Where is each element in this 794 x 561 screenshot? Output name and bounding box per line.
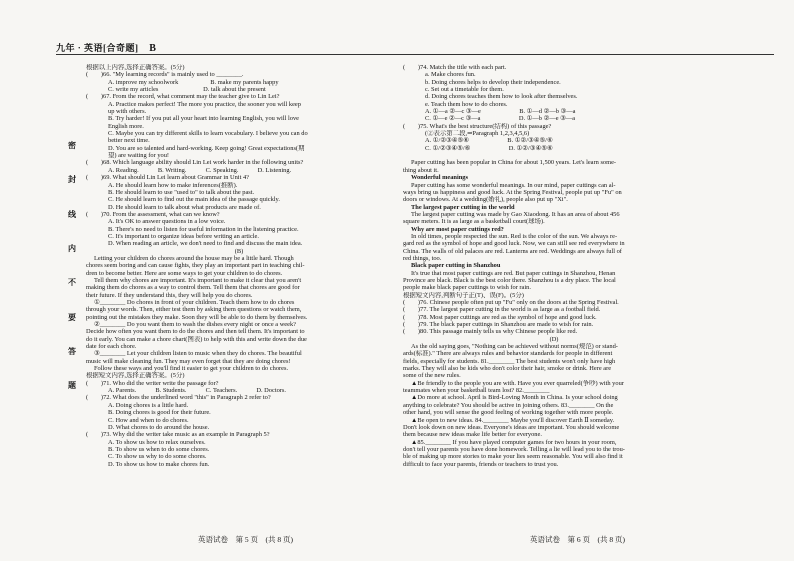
right-line: In old times, people respected the sun. Red is the color of the sun. We always re- bbox=[411, 232, 618, 240]
right-line: gard red as the symbol of hope and good luck. Now, we can still see red everywhere in bbox=[403, 240, 625, 248]
right-line: C. ①/②③④⑤/⑥ D. ①②/③④⑤⑥ bbox=[425, 144, 553, 152]
left-line: ( )66. "My learning records" is mainly used to ________. bbox=[86, 71, 244, 79]
right-line: ( )76. Chinese people often put up "Fu" only on the doors at the Spring Festival. bbox=[403, 299, 619, 306]
left-line: C. Maybe you can try different skills to learn vocabulary. I believe you can do bbox=[108, 130, 308, 138]
left-line: ( )70. From the assessment, what can we know? bbox=[86, 210, 220, 218]
left-line: their future. If they understand this, they will help you do chores. bbox=[86, 291, 253, 299]
seal-mark: 要 bbox=[68, 312, 76, 322]
right-line: China. The walls of old palaces are red. Lanterns are red. Weddings are always full of bbox=[403, 247, 622, 255]
right-line: difficult to face your parents, friends or teachers to trust you. bbox=[403, 460, 559, 468]
left-line: A. Parents. B. Students. C. Teachers. D. Doctors. bbox=[108, 387, 287, 395]
right-line: ( )74. Match the title with each part. bbox=[403, 64, 507, 71]
left-line: ①________ Do chores in front of your children. Teach them how to do chores bbox=[94, 299, 295, 306]
left-line: A. Practice makes perfect! The more you practice, the sooner you will keep bbox=[108, 100, 301, 108]
seal-mark: 内 bbox=[68, 243, 76, 253]
right-line: c. Set out a timetable for them. bbox=[425, 86, 504, 94]
right-line: ble of making up more stories to make your lies seem reasonable. You will also find it bbox=[403, 453, 623, 461]
seal-mark: 题 bbox=[68, 381, 76, 391]
left-line: 根据以上内容,选择正确答案。(5分) bbox=[86, 64, 185, 71]
right-line: teammates when your basketball team lost? 82.________ bbox=[403, 387, 550, 395]
left-line: ( )73. Why did the writer take music as an example in Paragraph 5? bbox=[86, 431, 270, 439]
left-line: pointing out the mistakes they make. Soon they will be able to do them by themselves. bbox=[86, 313, 308, 321]
left-line: A. It's OK to answer questions in a low voice. bbox=[108, 218, 226, 226]
right-line: C. ①—e ②—c ③—a D. ①—b ②—e ③—a bbox=[425, 115, 576, 123]
right-line: Province are black. Black is the best color there. Shanzhou is a dry place. The local bbox=[403, 276, 616, 284]
right-line: Paper cutting has been popular in China for about 1,500 years. Let's learn some- bbox=[411, 159, 617, 167]
right-line: It's true that most paper cuttings are red. But paper cuttings in Shanzhou, Henan bbox=[411, 269, 616, 277]
right-line: The largest paper cutting was made by Gao Xiaodong. It has an area of about 456 bbox=[411, 210, 620, 218]
left-line: D. When reading an article, we don't need to find and discuss the main idea. bbox=[108, 240, 303, 248]
left-line: Follow these ways and you'll find it easier to get your children to do chores. bbox=[94, 365, 289, 373]
left-line: ( )68. Which language ability should Lin Lei work harder in the following units? bbox=[86, 159, 304, 167]
right-line: ▲85.________ If you have played computer games for two hours in your room, bbox=[411, 438, 617, 446]
right-line: ( )78. Most paper cuttings are red as the symbol of hope and good luck. bbox=[403, 313, 597, 321]
right-line: other hand, you will sense the good feeling of working together with more people. bbox=[403, 409, 614, 417]
left-line: ( )69. What should Lin Lei learn about Grammar in Unit 4? bbox=[86, 174, 249, 182]
left-line: A. Doing chores is a little hard. bbox=[108, 401, 189, 409]
right-line: e. Teach them how to do chores. bbox=[425, 100, 508, 108]
right-line: people make black paper cuttings to wish for rain. bbox=[403, 284, 531, 292]
left-line: C. How and when to do chores. bbox=[108, 416, 189, 424]
right-line: fields, especially for students. 81.________ The best students won't only have high bbox=[403, 357, 616, 365]
left-line: through your words. Then, either test them by asking them questions or watch them, bbox=[86, 306, 302, 314]
right-line: thing about it. bbox=[403, 166, 439, 174]
left-line: better next time. bbox=[108, 137, 150, 145]
seal-mark: 密 bbox=[68, 141, 76, 150]
left-line: 根据短文内容,选择正确答案。(5分) bbox=[86, 372, 185, 380]
right-line: Paper cutting has some wonderful meanings. In our mind, paper cuttings can al- bbox=[411, 181, 616, 189]
right-line: red things, too. bbox=[403, 254, 442, 262]
left-line: ③________ Let your children listen to music when they do chores. The beautiful bbox=[94, 350, 302, 358]
right-line: ▲Be friendly to the people you are with. Have you ever quarreled(争吵) with your bbox=[411, 379, 624, 387]
right-line: Black paper cutting in Shanzhou bbox=[411, 262, 501, 270]
left-line: ( )72. What does the underlined word "this" in Paragraph 2 refer to? bbox=[86, 394, 271, 402]
footer-right: 英语试卷 第 6 页 (共 8 页) bbox=[530, 535, 625, 544]
left-line: C. He should learn to find out the main idea of the passage quickly. bbox=[108, 196, 280, 204]
left-column bbox=[86, 64, 392, 468]
seal-mark: 不 bbox=[68, 278, 76, 288]
left-line: A. improve my schoolwork B. make my parents happy bbox=[108, 78, 279, 86]
left-line: D. He should learn to talk about what products are made of. bbox=[108, 203, 261, 211]
right-line: ( )80. This passage mainly tells us why Chinese people like red. bbox=[403, 328, 578, 336]
right-line: (②表示第二段,⇒Paragraph 1,2,3,4,5,6) bbox=[425, 130, 530, 138]
right-line: ( )75. What's the best structure(结构) of this passage? bbox=[403, 122, 552, 130]
right-line: As the old saying goes, "Nothing can be achieved without norms(规范) or stand- bbox=[411, 343, 618, 351]
right-line: 根据短文内容,判断句子正(T)、误(F)。(5分) bbox=[403, 291, 524, 299]
left-line: chores seem boring and can cause fights, they play an important part in teaching chil- bbox=[86, 262, 305, 270]
left-line: 望) are waiting for you! bbox=[108, 152, 170, 160]
right-line: Don't look down on new ideas. Everyone's ideas are important. You should welcome bbox=[403, 423, 620, 431]
left-line: making them do chores as a way to control them. Tell them that chores are good for bbox=[86, 284, 300, 292]
seal-mark: 封 bbox=[68, 175, 76, 185]
left-line: B. To show us when to do some chores. bbox=[108, 445, 210, 453]
seal-mark: 答 bbox=[68, 346, 76, 356]
left-line: do it early. You can make a chore chart(图表) to help with this and write down the due bbox=[86, 335, 307, 343]
left-line: dren to become better. Here are some ways to get your children to do chores. bbox=[86, 269, 283, 277]
right-line: ▲Do more at school. April is Bird-Loving Month in China. Is your school doing bbox=[411, 394, 618, 402]
header-rule bbox=[56, 54, 774, 55]
right-line: a. Make chores fun. bbox=[425, 71, 476, 79]
left-line: A. Reading. B. Writing. C. Speaking. D. Listening. bbox=[108, 166, 292, 174]
left-line: Decide how often you want them to do the chores and then tell them. It's important to bbox=[86, 328, 305, 336]
right-line: ( )77. The largest paper cutting in the world is as large as a football field. bbox=[403, 306, 601, 314]
right-line: don't tell your parents you have done homework. Telling a lie will lead you to the trou- bbox=[403, 445, 625, 453]
left-line: B. There's no need to listen for useful information in the listening practice. bbox=[108, 225, 299, 233]
left-line: C. write my articles D. talk about the present bbox=[108, 86, 266, 94]
right-line bbox=[403, 152, 705, 159]
right-line: d. Doing chores teaches them how to look after themselves. bbox=[425, 93, 578, 101]
left-line: English more. bbox=[108, 122, 144, 130]
left-line: date for each chore. bbox=[86, 343, 137, 351]
left-line: C. It's important to organize ideas before writing an article. bbox=[108, 232, 259, 240]
right-line: (D) bbox=[549, 335, 559, 343]
left-line: A. He should learn how to make inferences(推断). bbox=[108, 181, 238, 189]
right-line: A. ①/②③④⑤⑥ B. ①②/③④⑤/⑥ bbox=[425, 137, 553, 145]
paper-version: B bbox=[149, 43, 157, 54]
left-line: B. Try harder! If you put all your heart into learning English, you will love bbox=[108, 115, 299, 123]
left-line: ②________ Do you want them to wash the dishes every night or once a week? bbox=[94, 321, 297, 329]
left-line: ( )67. From the record, what comment may the teacher give to Lin Lei? bbox=[86, 93, 280, 101]
right-line: marks. They will also be kids who don't color their hair, smoke or drink. Here are bbox=[403, 365, 612, 373]
left-line: Letting your children do chores around the house may be a little hard. Though bbox=[94, 254, 294, 262]
left-line: up with others. bbox=[108, 108, 147, 116]
footer-left: 英语试卷 第 5 页 (共 8 页) bbox=[198, 535, 293, 544]
left-line: Tell them why chores are important. It's important to make it clear that you aren't bbox=[94, 276, 302, 284]
right-line: b. Doing chores helps to develop their independence. bbox=[425, 78, 561, 86]
right-line: The largest paper cutting in the world bbox=[411, 203, 515, 211]
right-line: A. ①—a ②—c ③—e B. ①—d ②—b ③—a bbox=[425, 108, 576, 116]
right-line: ▲Be open to new ideas. 84.________ Maybe you'll discover Earth Ⅱ someday. bbox=[411, 416, 615, 424]
left-line: C. To show us why to do some chores. bbox=[108, 453, 207, 461]
left-line: A. To show us how to relax ourselves. bbox=[108, 438, 206, 446]
header-title: 九年 · 英语[合奇题] bbox=[56, 43, 139, 53]
right-line: Why are most paper cuttings red? bbox=[411, 225, 504, 233]
left-line: (B) bbox=[234, 247, 244, 255]
right-line: Wonderful meanings bbox=[411, 174, 468, 182]
right-line: ards(标准)." There are always rules and behavior standards for people in different bbox=[403, 350, 613, 358]
right-line: some of the new rules. bbox=[403, 372, 461, 380]
right-line: square meters. It is as large as a basketball court(球场). bbox=[403, 218, 545, 226]
left-line: D. You are so talented and hard-working. Keep going! Great expectations(期 bbox=[108, 144, 305, 152]
right-line: ways bring us happiness and good luck. At the Spring Festival, people put up "Fu" on bbox=[403, 188, 622, 196]
left-line: D. To show us how to make chores fun. bbox=[108, 460, 210, 468]
left-line: D. What chores to do around the house. bbox=[108, 423, 210, 431]
right-line: ( )79. The black paper cuttings in Shanzhou are made to wish for rain. bbox=[403, 321, 594, 329]
left-line: B. Doing chores is good for their future. bbox=[108, 409, 211, 417]
right-line: them because new ideas make life better for everyone. bbox=[403, 431, 542, 439]
page-header bbox=[56, 41, 156, 54]
right-line: anything to celebrate? You should be active in joining others. 83.________ On the bbox=[403, 401, 614, 409]
left-line: ( )71. Who did the writer write the passage for? bbox=[86, 379, 219, 387]
right-line: doors or windows. At a wedding(婚礼), people also put up "Xi". bbox=[403, 196, 568, 204]
left-line: B. He should learn to use "used to" to talk about the past. bbox=[108, 188, 255, 196]
seal-mark: 线 bbox=[68, 209, 76, 219]
left-line: music will make cleaning fun. They may even forget that they are doing chores! bbox=[86, 357, 291, 365]
right-column bbox=[403, 64, 705, 468]
